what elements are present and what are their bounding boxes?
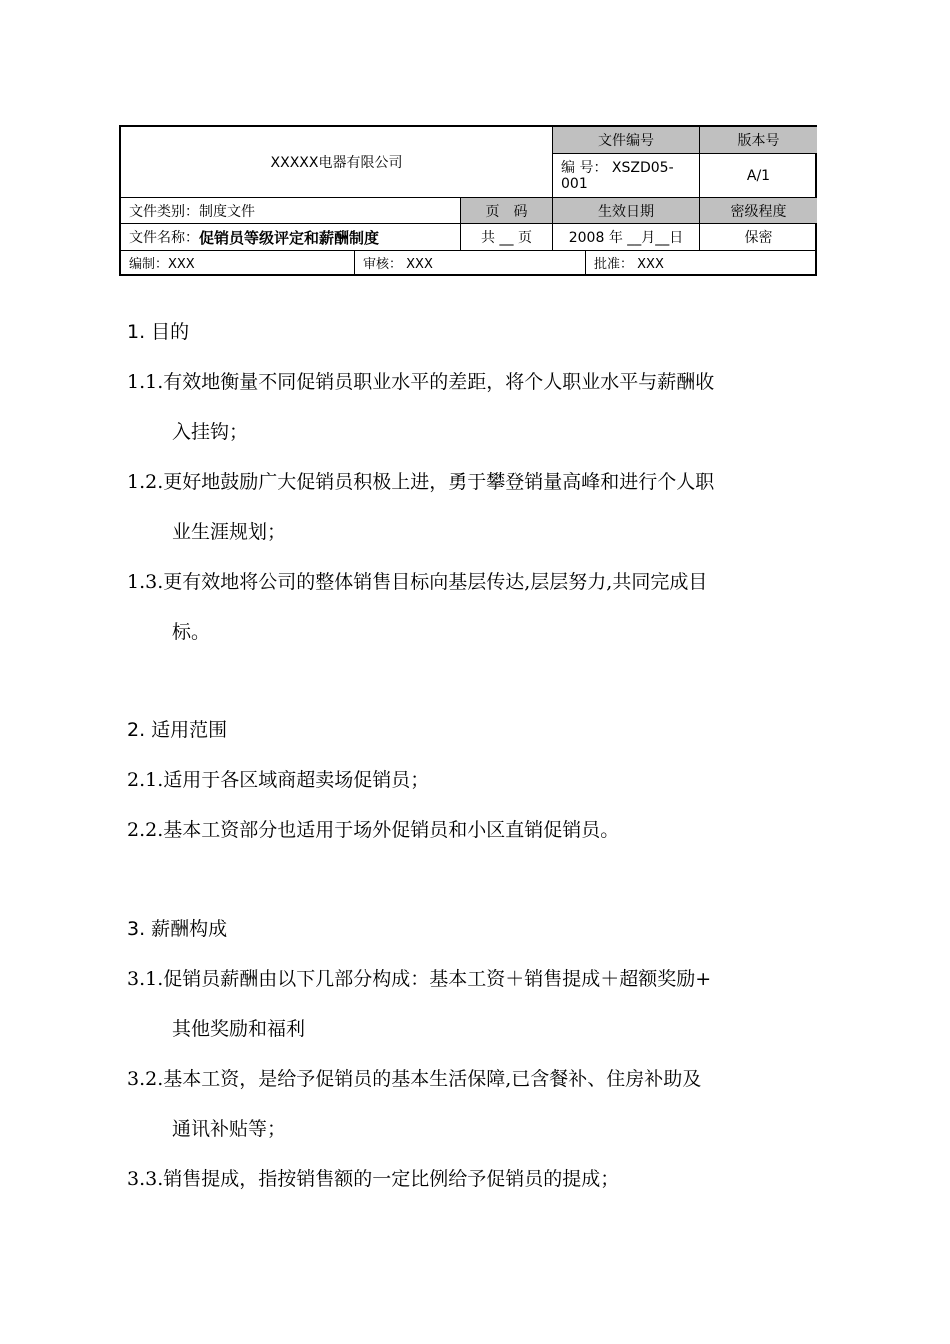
doc-category: 文件类别：制度文件	[121, 197, 460, 223]
section-1-title: 1. 目的	[127, 321, 190, 343]
security-level-label: 密级程度	[699, 197, 817, 223]
effective-date-value: 2008 年 __月__日	[552, 223, 699, 250]
effective-date-label: 生效日期	[552, 197, 699, 223]
doc-name-prefix: 文件名称：	[129, 230, 199, 246]
version-label: 版本号	[699, 127, 817, 154]
doc-name	[121, 223, 460, 250]
version-value: A/1	[699, 154, 817, 197]
security-level-value: 保密	[699, 223, 817, 250]
doc-number-label: 文件编号	[552, 127, 699, 154]
section-3-1-line1: 3.1.促销员薪酬由以下几部分构成：基本工资＋销售提成＋超额奖励+	[127, 968, 712, 990]
section-1-2-line1: 1.2.更好地鼓励广大促销员积极上进，勇于攀登销量高峰和进行个人职	[127, 471, 715, 493]
section-3-title: 3. 薪酬构成	[127, 918, 228, 940]
prepared-by: 编制：XXX	[121, 250, 354, 274]
section-3-2-line2: 通讯补贴等；	[172, 1118, 287, 1140]
reviewed-by: 审核： XXX	[354, 250, 585, 274]
doc-number-value-line1: 编 号： XSZD05-	[561, 159, 674, 176]
approved-by: 批准： XXX	[585, 250, 817, 274]
document-header-table	[119, 125, 817, 276]
section-3-2-line1: 3.2.基本工资，是给予促销员的基本生活保障,已含餐补、住房补助及	[127, 1068, 702, 1090]
page-label: 页 码	[460, 197, 552, 223]
section-2-title: 2. 适用范围	[127, 719, 228, 741]
section-1-2-line2: 业生涯规划；	[172, 521, 287, 543]
company-name: XXXXX电器有限公司	[270, 155, 403, 171]
section-3-3: 3.3.销售提成，指按销售额的一定比例给予促销员的提成；	[127, 1168, 620, 1190]
page-value: 共 __ 页	[460, 223, 552, 250]
section-1-1-line2: 入挂钩；	[172, 421, 249, 443]
section-1-1-line1: 1.1.有效地衡量不同促销员职业水平的差距，将个人职业水平与薪酬收	[127, 371, 715, 393]
section-3-1-line2: 其他奖励和福利	[172, 1018, 306, 1040]
section-2-1: 2.1.适用于各区域商超卖场促销员；	[127, 769, 430, 791]
doc-number-value-line2: 001	[561, 175, 588, 192]
section-2-2: 2.2.基本工资部分也适用于场外促销员和小区直销促销员。	[127, 819, 620, 841]
section-1-3-line1: 1.3.更有效地将公司的整体销售目标向基层传达,层层努力,共同完成目	[127, 571, 708, 593]
doc-number-value	[552, 154, 699, 197]
section-1-3-line2: 标。	[172, 621, 211, 643]
doc-name-value: 促销员等级评定和薪酬制度	[199, 228, 380, 247]
